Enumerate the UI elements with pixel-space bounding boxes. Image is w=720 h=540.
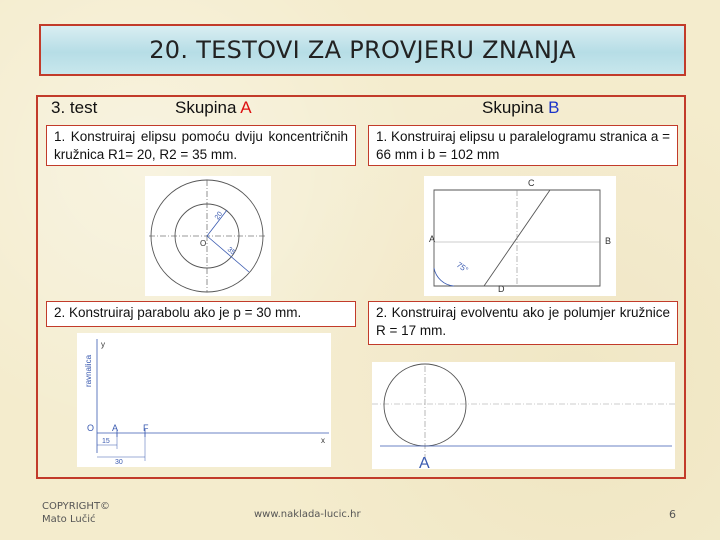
figure-concentric-circles bbox=[145, 176, 271, 296]
group-b-prefix: Skupina bbox=[482, 98, 549, 117]
parabola-a-label: A bbox=[112, 423, 119, 433]
parallelogram-angle-label: 75° bbox=[454, 260, 470, 275]
slide-title: 20. TESTOVI ZA PROVJERU ZNANJA bbox=[149, 36, 576, 64]
circle-r1-label: 20 bbox=[213, 210, 225, 222]
parabola-x-label: x bbox=[321, 436, 325, 445]
copyright bbox=[42, 500, 110, 526]
parabola-y-label: y bbox=[101, 340, 105, 349]
title-bar bbox=[39, 24, 686, 76]
parallelogram-d-label: D bbox=[498, 284, 505, 294]
copyright-line2: Mato Lučić bbox=[42, 514, 96, 525]
parabola-f-label: F bbox=[143, 423, 149, 433]
copyright-line1: COPYRIGHT© bbox=[42, 501, 111, 512]
parallelogram-b-label: B bbox=[605, 236, 612, 246]
website-link[interactable]: www.naklada-lucic.hr bbox=[254, 509, 361, 520]
parabola-axis-label: ravnalica bbox=[84, 354, 93, 387]
group-b-header bbox=[482, 98, 560, 118]
group-a-letter: A bbox=[240, 98, 252, 117]
involute-a-label: A bbox=[419, 455, 430, 469]
group-b-letter: B bbox=[548, 98, 560, 117]
figure-parabola bbox=[77, 333, 331, 467]
page-number: 6 bbox=[669, 508, 676, 521]
task-b2: 2. Konstruiraj evolventu ako je polumjer kružnice R = 17 mm. bbox=[368, 301, 678, 345]
group-a-prefix: Skupina bbox=[175, 98, 241, 117]
circle-r2-label: 35 bbox=[225, 246, 237, 257]
group-a-header bbox=[175, 98, 252, 118]
task-b1: 1. Konstruiraj elipsu u paralelogramu stranica a = 66 mm i b = 102 mm bbox=[368, 125, 678, 166]
test-label: 3. test bbox=[51, 98, 98, 117]
circle-center-label: O bbox=[200, 239, 207, 248]
task-a1: 1. Konstruiraj elipsu pomoću dviju koncentričnih kružnica R1= 20, R2 = 35 mm. bbox=[46, 125, 356, 166]
parabola-dim2-label: 30 bbox=[115, 459, 123, 466]
parallelogram-c-label: C bbox=[528, 178, 535, 188]
task-a2: 2. Konstruiraj parabolu ako je p = 30 mm. bbox=[46, 301, 356, 327]
figure-parallelogram bbox=[424, 176, 616, 296]
parabola-o-label: O bbox=[87, 423, 95, 433]
figure-involute bbox=[372, 362, 675, 469]
parallelogram-a-label: A bbox=[429, 234, 436, 244]
parabola-dim1-label: 15 bbox=[102, 438, 110, 445]
